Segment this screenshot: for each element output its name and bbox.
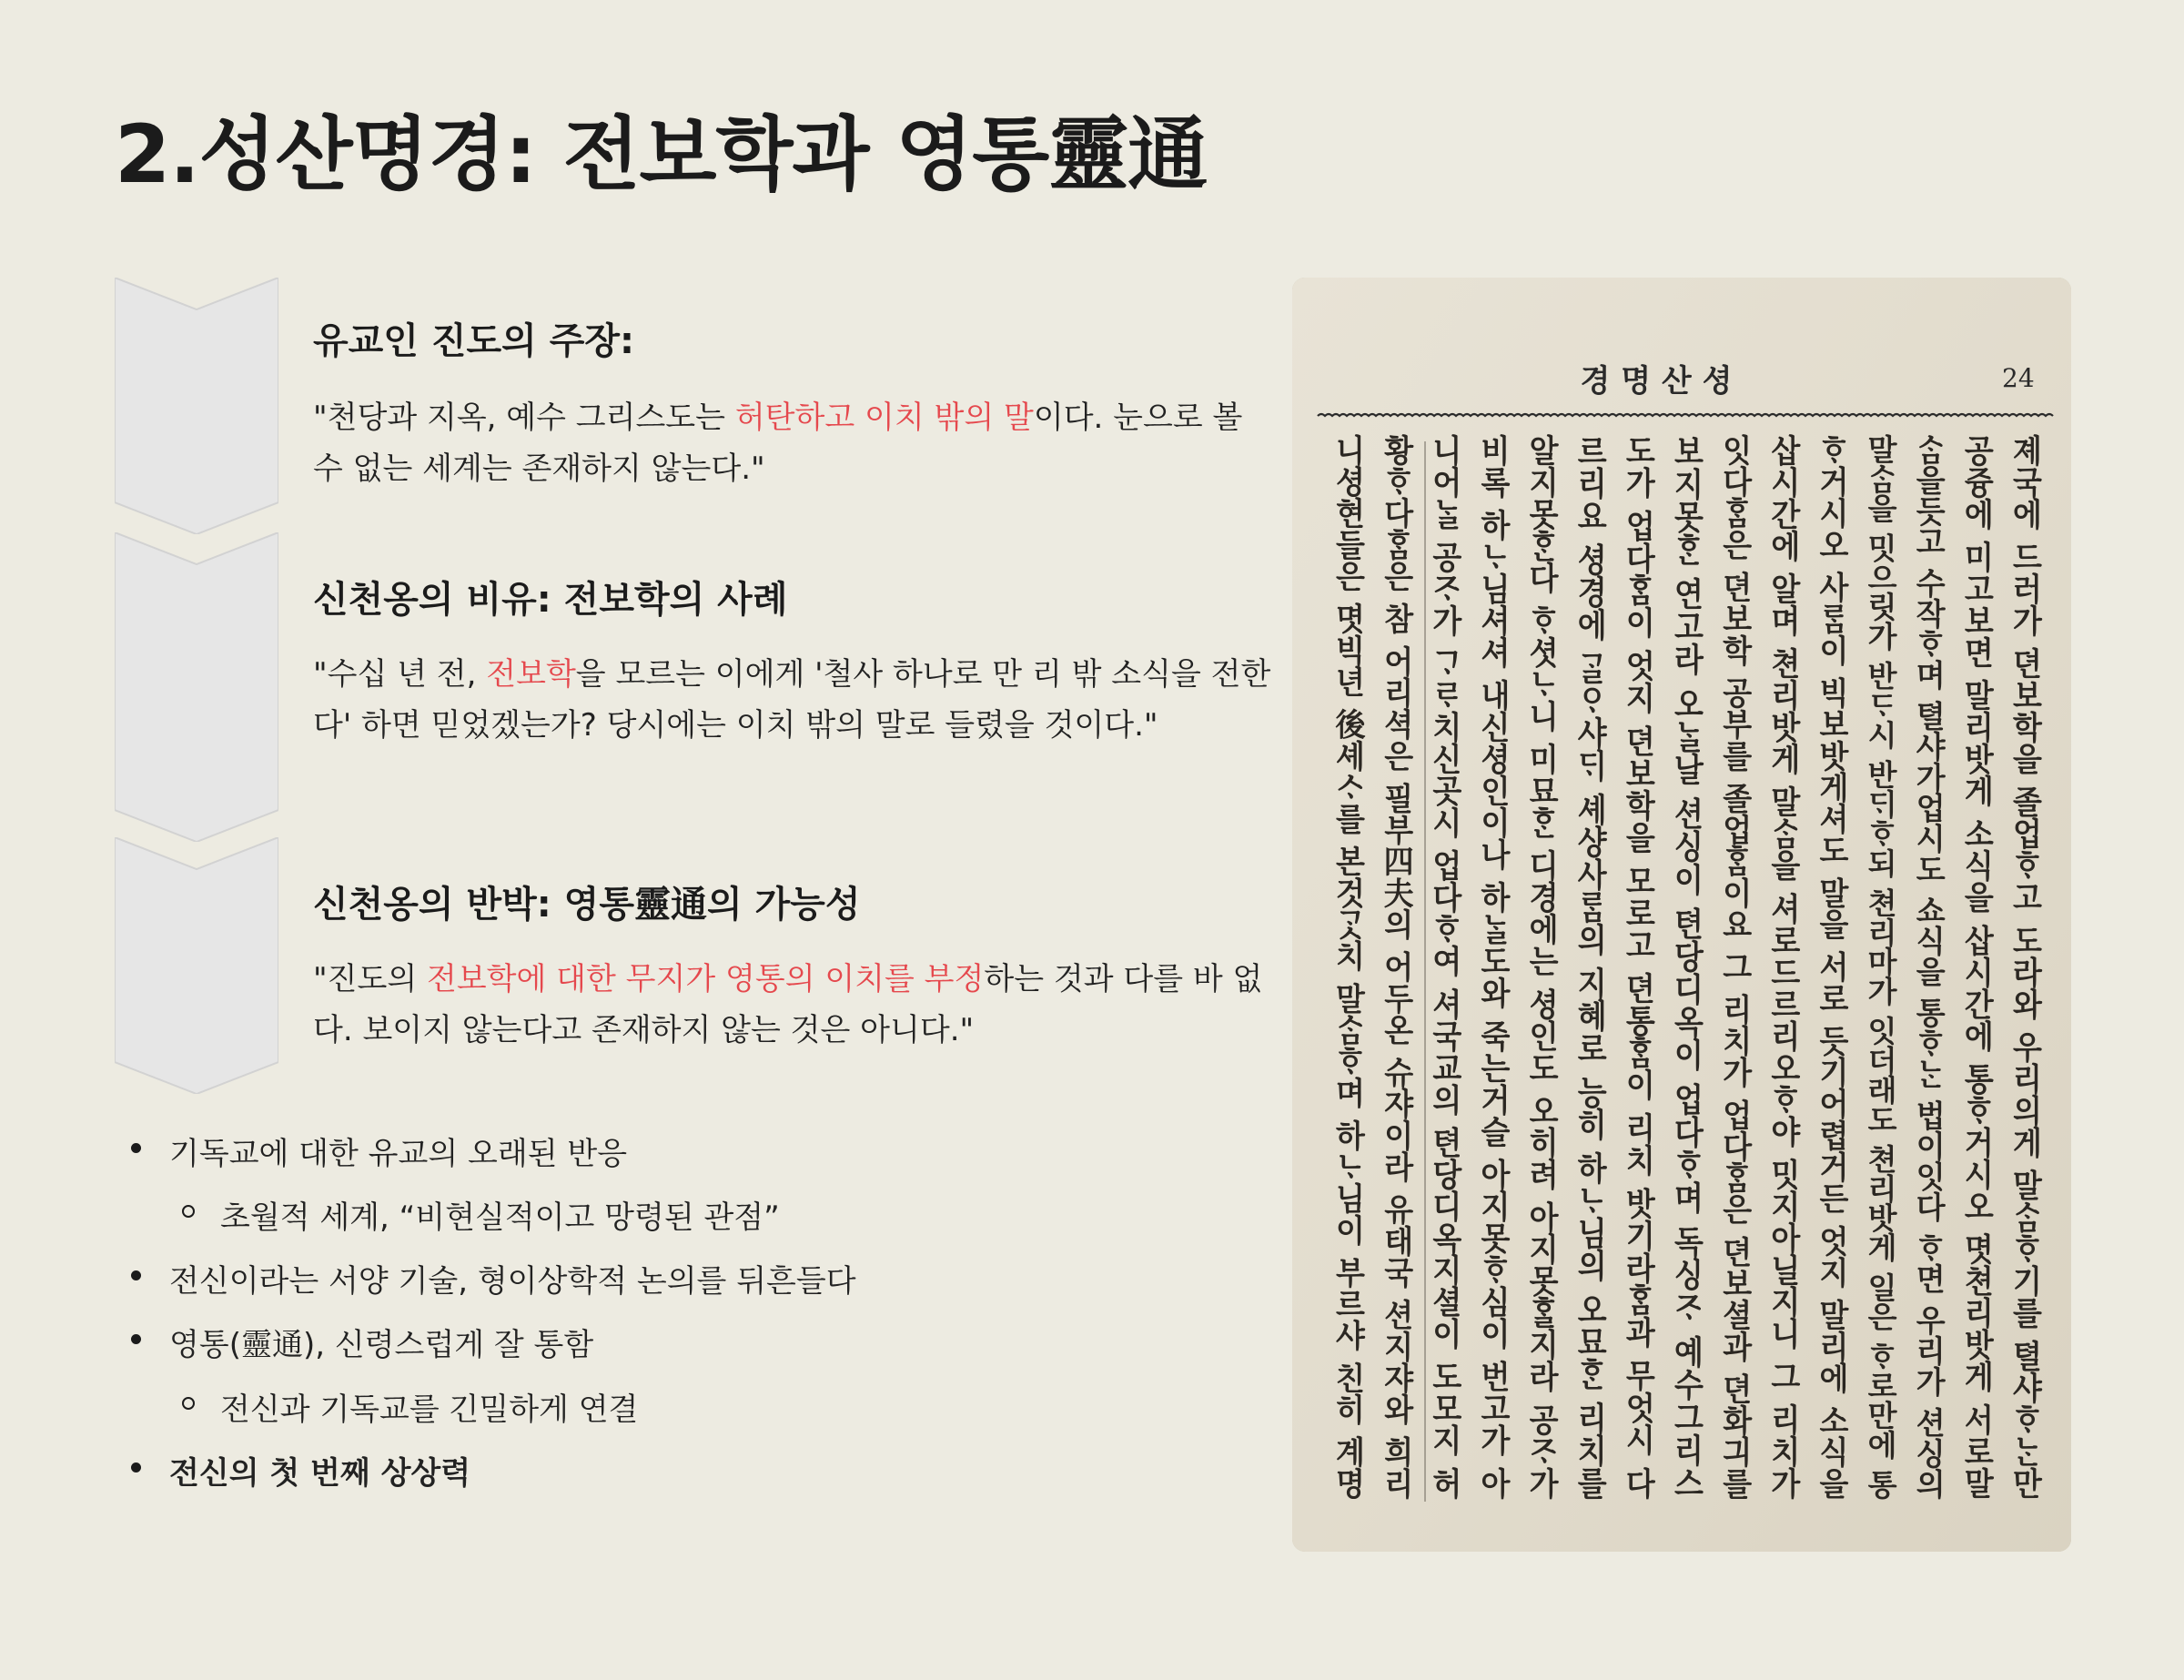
scan-page-number: 24: [2002, 363, 2035, 393]
step-quote: [313, 649, 1278, 751]
list-subitem: [220, 1384, 638, 1429]
quote-text: 하는 것과 다를 바 없다. 보이지 않는다고 존재하지 않는 것은 아니다.": [313, 961, 1263, 1048]
chevron-arrow-icon: [115, 532, 278, 842]
bullet-circle-icon: [182, 1205, 195, 1218]
scan-text-column: 삽시간에 알며 쳔리밧게 말ᄉᆞᆷ을 셔로드르리오ᄒᆞ야 밋지아닐지니 그 리치가: [1765, 434, 1802, 1439]
quote-highlight: 전보학에 대한 무지가 영통의 이치를 부정: [426, 961, 985, 997]
scanned-page-image: [1292, 278, 2071, 1552]
scan-text-column: 말ᄉᆞᆷ을 밋으릿가 반ᄃᆞ시 반ᄃᆡᄒᆞ되 쳔리마가 잇더래도 쳔리밧게 일은 ᄒᆞ로만에 통: [1863, 434, 1899, 1520]
scan-running-header: 경 명 산 셩: [1580, 363, 1733, 400]
step-heading: 유교인 진도의 주장:: [313, 320, 634, 362]
step-quote: [313, 392, 1278, 494]
list-item-text: 전신이라는 서양 기술, 형이상학적 논의를 뒤흔들다: [169, 1263, 856, 1300]
quote-text: "천당과 지옥, 예수 그리스도는: [313, 400, 735, 436]
step-heading: 신천옹의 반박: 영통靈通의 가능성: [313, 884, 861, 926]
list-item-text: 영통(靈通), 신령스럽게 잘 통함: [169, 1327, 594, 1363]
bullet-dot-icon: [131, 1143, 141, 1153]
chevron-arrow-icon: [115, 837, 278, 1094]
chevron-arrow-icon: [115, 278, 278, 534]
scan-text-column: 잇다ᄒᆞᆷ은 뎐보학 공부를 졸업ᄒᆞᆷ이요 그 리치가 업다ᄒᆞᆷ은 뎐보셜과 뎐화긔를: [1717, 434, 1754, 1449]
step-quote: [313, 954, 1278, 1056]
scan-text-column: 황ᄒᆞ다ᄒᆞᆷ은 참 어리셕은 필부四夫의 어두온 슈쟈이라 유태국 션지쟈와 희리: [1379, 434, 1415, 1449]
list-item-text: 초월적 세계, “비현실적이고 망령된 관점”: [220, 1199, 780, 1236]
quote-text: 이다. 눈으로 볼 수 없는 세계는 존재하지 않는다.": [313, 400, 1243, 487]
quote-text: "수십 년 전,: [313, 656, 487, 693]
page-title: 2.성산명경: 전보학과 영통靈通: [115, 107, 1208, 201]
quote-highlight: 허탄하고 이치 밖의 말: [734, 400, 1034, 436]
step-heading: 신천옹의 비유: 전보학의 사례: [313, 579, 788, 621]
bullet-circle-icon: [182, 1397, 195, 1410]
quote-text: 을 모르는 이에게 '철사 하나로 만 리 밖 소식을 전한다' 하면 믿었겠는가? 당시에는 이치 밖의 말로 들렸을 것이다.": [313, 656, 1271, 744]
quote-text: "진도의: [313, 961, 427, 997]
scan-text-columns: [1330, 433, 2044, 1520]
bullet-dot-icon: [131, 1334, 141, 1344]
bullet-dot-icon: [131, 1462, 141, 1473]
scan-text-column: 알지못ᄒᆞᆫ다 ᄒᆞ셧ᄂᆞ니 미묘ᄒᆞᆫ 디경에는 셩인도 오히려 아지못ᄒᆞᆯ지라 공ᄌᆞ가: [1524, 434, 1561, 1439]
scan-text-column: 도가 업다ᄒᆞᆷ이 엇지 뎐보학을 모로고 뎐통ᄒᆞᆷ이 리치 밧기라ᄒᆞᆷ과 무엇시 다: [1621, 434, 1657, 1430]
list-item-text: 기독교에 대한 유교의 오래된 반응: [169, 1136, 628, 1172]
scan-text-column: 보지못ᄒᆞᆫ 연고라 오ᄂᆞᆯ날 션싱이 텬당디옥이 업다ᄒᆞ며 독싱ᄌᆞ 예수그리스: [1669, 434, 1705, 1409]
quote-highlight: 전보학: [486, 656, 576, 693]
list-item: [169, 1256, 856, 1300]
bullet-dot-icon: [131, 1270, 141, 1280]
scan-text-column: 졔국에 드러가 뎐보학을 졸업ᄒᆞ고 도라와 우리의게 말ᄉᆞᆷᄒᆞ기를 텰샤ᄒᆞᄂᆞᆫ만: [2007, 434, 2044, 1439]
scanned-page-svg: [1292, 278, 2071, 1552]
list-item: [169, 1128, 627, 1173]
scan-text-column: 니셩현들은 몃빅년 後셰ᄉᆞ를 본것ᄀᆞᆺ치 말ᄉᆞᆷᄒᆞ며 하ᄂᆞ님이 부르샤 친히 계명: [1330, 434, 1367, 1449]
list-item-text: 전신과 기독교를 긴밀하게 연결: [220, 1392, 639, 1428]
scan-text-column: 비록 하ᄂᆞ님셔셔 내신셩인이나 하ᄂᆞᆯ도와 죽는거슬 아지못ᄒᆞ심이 번고가 아: [1475, 434, 1512, 1439]
scan-text-column: 르리요 셩경에 ᄀᆞᆯᄋᆞ샤ᄃᆡ 셰샹사ᄅᆞᆷ의 지혜로 능히 하ᄂᆞ님의 오묘ᄒᆞᆫ 리치를: [1572, 434, 1609, 1419]
scan-text-column: 니어ᄂᆞᆯ 공ᄌᆞ가 ᄀᆞᄅᆞ치신곳시 업다ᄒᆞ여 셔국교의 텬당디옥지셜이 도모지 허: [1427, 434, 1463, 1439]
list-item: [169, 1448, 470, 1493]
scan-text-column: ᄒᆞ거시오 사ᄅᆞᆷ이 빅보밧게셔도 말을 서로 듯기어렵거든 엇지 말리에 소식을: [1814, 434, 1850, 1449]
list-item-text: 전신의 첫 번째 상상력: [169, 1455, 471, 1492]
scan-text-column: 공즁에 미고보면 말리밧게 소식을 삽시간에 통ᄒᆞ거시오 몃쳔리밧게 서로말: [1959, 434, 1996, 1439]
scan-text-column: ᄉᆞᆷ을듯고 수작ᄒᆞ며 텰샤가업시도 쇼식을 통ᄒᆞᄂᆞᆫ 법이잇다 ᄒᆞ면 우리가 션싱의: [1911, 434, 1947, 1479]
list-subitem: [220, 1192, 780, 1237]
list-item: [169, 1320, 593, 1364]
